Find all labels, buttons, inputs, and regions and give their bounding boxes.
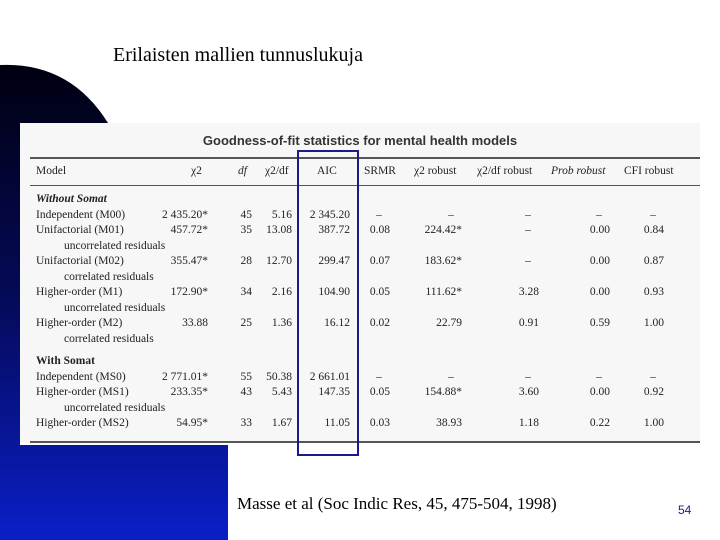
table-row-model: Higher-order (M1) bbox=[36, 286, 123, 298]
table-cell: 0.00 bbox=[589, 386, 610, 398]
table-cell: 50.38 bbox=[266, 371, 292, 383]
section-label: Without Somat bbox=[36, 193, 107, 205]
table-cell: – bbox=[525, 255, 531, 267]
table-cell: – bbox=[596, 209, 602, 221]
table-cell: 28 bbox=[240, 255, 252, 267]
table-cell: 387.72 bbox=[318, 224, 350, 236]
table-cell: 43 bbox=[240, 386, 252, 398]
column-header: χ2/df robust bbox=[477, 165, 533, 177]
column-header: Prob robust bbox=[551, 165, 606, 177]
table-cell: 0.05 bbox=[369, 386, 390, 398]
table-cell: 0.84 bbox=[643, 224, 664, 236]
column-header: df bbox=[238, 165, 247, 177]
table-cell: 13.08 bbox=[266, 224, 292, 236]
table-cell: 0.93 bbox=[643, 286, 664, 298]
table-row-model: Higher-order (MS1) bbox=[36, 386, 129, 398]
slide-title: Erilaisten mallien tunnuslukuja bbox=[113, 44, 363, 66]
table-row-model: correlated residuals bbox=[64, 271, 154, 283]
table-row-model: Unifactorial (M02) bbox=[36, 255, 124, 267]
table-bottom-rule bbox=[30, 441, 700, 443]
table-cell: 33.88 bbox=[182, 317, 208, 329]
column-header: AIC bbox=[317, 165, 337, 177]
table-cell: 33 bbox=[240, 417, 252, 429]
column-header: χ2 robust bbox=[414, 165, 457, 177]
table-cell: – bbox=[448, 371, 454, 383]
table-cell: 0.59 bbox=[589, 317, 610, 329]
table-cell: 355.47* bbox=[170, 255, 208, 267]
table-cell: – bbox=[650, 209, 656, 221]
table-cell: 2 661.01 bbox=[309, 371, 350, 383]
table-cell: 0.87 bbox=[643, 255, 664, 267]
table-cell: 1.00 bbox=[643, 317, 664, 329]
column-header: χ2/df bbox=[265, 165, 289, 177]
table-cell: 3.28 bbox=[518, 286, 539, 298]
table-cell: – bbox=[596, 371, 602, 383]
column-header: SRMR bbox=[364, 165, 396, 177]
table-top-rule bbox=[30, 157, 700, 159]
table-cell: 16.12 bbox=[324, 317, 350, 329]
column-header: χ2 bbox=[191, 165, 202, 177]
table-cell: 2 345.20 bbox=[309, 209, 350, 221]
table-cell: 233.35* bbox=[170, 386, 208, 398]
table-cell: – bbox=[525, 209, 531, 221]
table-cell: 0.00 bbox=[589, 286, 610, 298]
table-cell: 1.00 bbox=[643, 417, 664, 429]
table-row-model: uncorrelated residuals bbox=[64, 240, 166, 252]
table-panel bbox=[20, 123, 700, 443]
section-label: With Somat bbox=[36, 355, 95, 367]
table-cell: 0.07 bbox=[369, 255, 390, 267]
table-cell: – bbox=[376, 371, 382, 383]
table-title: Goodness-of-fit statistics for mental health models bbox=[202, 133, 518, 148]
table-cell: 12.70 bbox=[266, 255, 292, 267]
table-cell: 183.62* bbox=[424, 255, 462, 267]
table-row-model: uncorrelated residuals bbox=[64, 302, 166, 314]
table-cell: 0.03 bbox=[369, 417, 390, 429]
table-cell: 11.05 bbox=[324, 417, 350, 429]
table-cell: – bbox=[376, 209, 382, 221]
table-cell: – bbox=[525, 224, 531, 236]
table-row-model: Independent (M00) bbox=[36, 209, 126, 221]
table-row-model: Independent (MS0) bbox=[36, 371, 126, 383]
table-cell: 38.93 bbox=[436, 417, 462, 429]
table-cell: 154.88* bbox=[424, 386, 462, 398]
table-cell: 0.92 bbox=[643, 386, 664, 398]
column-header: Model bbox=[36, 165, 67, 177]
table-cell: 5.43 bbox=[271, 386, 292, 398]
table-cell: 0.00 bbox=[589, 255, 610, 267]
table-cell: 0.02 bbox=[369, 317, 390, 329]
table-cell: 147.35 bbox=[318, 386, 350, 398]
table-cell: 457.72* bbox=[170, 224, 208, 236]
table-header-rule bbox=[30, 185, 700, 186]
table-cell: 0.08 bbox=[369, 224, 390, 236]
table-cell: 2 435.20* bbox=[162, 209, 208, 221]
table-row-model: Unifactorial (M01) bbox=[36, 224, 124, 236]
table-cell: 0.00 bbox=[589, 224, 610, 236]
table-cell: 172.90* bbox=[170, 286, 208, 298]
table-cell: 104.90 bbox=[318, 286, 350, 298]
page-number: 54 bbox=[678, 503, 692, 517]
table-cell: 54.95* bbox=[176, 417, 208, 429]
table-cell: 55 bbox=[240, 371, 252, 383]
table-row-model: Higher-order (MS2) bbox=[36, 417, 129, 429]
table-cell: 3.60 bbox=[518, 386, 539, 398]
column-header: CFI robust bbox=[624, 165, 674, 177]
table-cell: 1.67 bbox=[271, 417, 292, 429]
aic-highlight-box bbox=[297, 150, 359, 456]
table-row-model: correlated residuals bbox=[64, 333, 154, 345]
table-cell: 2.16 bbox=[271, 286, 292, 298]
table-cell: 35 bbox=[240, 224, 252, 236]
table-cell: 1.18 bbox=[518, 417, 539, 429]
table-cell: 0.05 bbox=[369, 286, 390, 298]
table-cell: 224.42* bbox=[424, 224, 462, 236]
table-cell: 22.79 bbox=[436, 317, 462, 329]
table-cell: 299.47 bbox=[318, 255, 350, 267]
table-cell: 0.22 bbox=[589, 417, 610, 429]
table-cell: 34 bbox=[240, 286, 252, 298]
table-cell: 0.91 bbox=[518, 317, 539, 329]
table-cell: 2 771.01* bbox=[162, 371, 208, 383]
table-cell: 25 bbox=[240, 317, 252, 329]
citation: Masse et al (Soc Indic Res, 45, 475-504, 1998) bbox=[237, 494, 557, 513]
table-cell: 5.16 bbox=[271, 209, 292, 221]
table-cell: – bbox=[525, 371, 531, 383]
table-row-model: uncorrelated residuals bbox=[64, 402, 166, 414]
table-row-model: Higher-order (M2) bbox=[36, 317, 123, 329]
table-cell: 1.36 bbox=[271, 317, 292, 329]
table-cell: – bbox=[448, 209, 454, 221]
table-cell: 111.62* bbox=[425, 286, 462, 298]
table-cell: – bbox=[650, 371, 656, 383]
table-cell: 45 bbox=[240, 209, 252, 221]
